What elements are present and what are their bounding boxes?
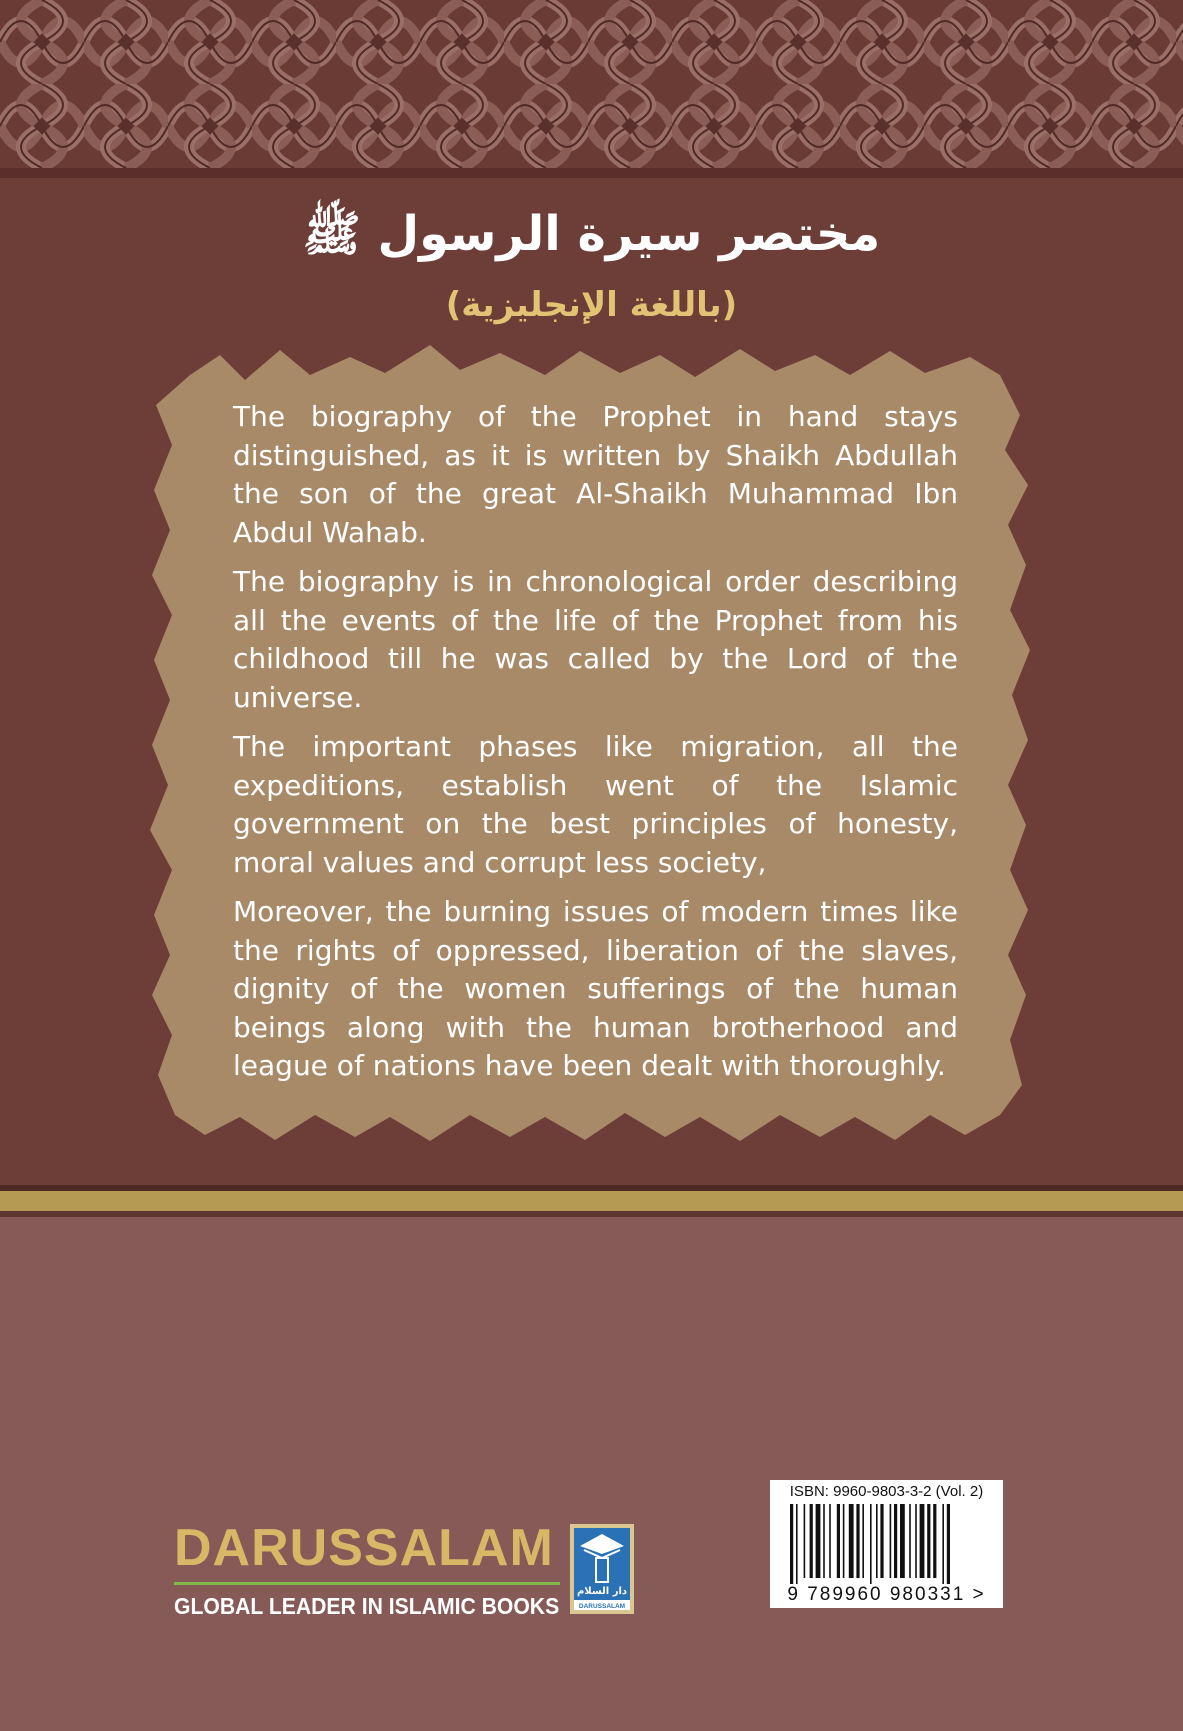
barcode-bar — [942, 1504, 944, 1584]
barcode-bar — [900, 1504, 905, 1578]
barcode-bar — [856, 1504, 859, 1578]
isbn-label: ISBN: 9960-9803-3-2 (Vol. 2) — [789, 1483, 984, 1500]
gold-stripe — [0, 1191, 1183, 1211]
barcode-bar — [915, 1504, 917, 1578]
barcode-bar — [823, 1504, 825, 1578]
publisher-tagline: GLOBAL LEADER IN ISLAMIC BOOKS — [174, 1593, 560, 1619]
isbn-barcode — [770, 1480, 1003, 1608]
publisher-block — [174, 1518, 593, 1621]
barcode-bar — [920, 1504, 925, 1578]
celtic-knot-border — [0, 0, 1183, 178]
description-text — [233, 398, 958, 1097]
description-paragraph-1: The biography of the Prophet in hand stays distinguished, as it is written by Shaikh Abdullah the son of the great Al-Shaikh Muhammad Ibn Abdul Wahab. — [233, 400, 958, 549]
barcode-bar — [880, 1504, 883, 1578]
barcode-bar — [849, 1504, 854, 1578]
lower-panel — [0, 1217, 1183, 1731]
barcode-bar — [909, 1504, 911, 1578]
barcode-bar — [843, 1504, 845, 1578]
barcode-bar — [890, 1504, 892, 1578]
barcode-bar — [804, 1504, 806, 1578]
barcode-bar — [927, 1504, 930, 1578]
barcode-bar — [816, 1504, 821, 1578]
knot-pattern — [0, 0, 1183, 178]
arabic-title: مختصر سيرة الرسول ﷺ — [302, 206, 881, 262]
barcode-bar — [876, 1504, 878, 1578]
barcode-bar — [790, 1504, 793, 1584]
barcode-bar — [810, 1504, 813, 1578]
publisher-divider — [174, 1582, 560, 1585]
darussalam-logo-icon — [570, 1524, 634, 1614]
barcode-bar — [894, 1504, 897, 1578]
description-paragraph-2: The biography is in chronological order describing all the events of the life of the Prophet from his childhood till he was called by the Lord of the universe. — [233, 565, 958, 714]
barcode-icon — [788, 1504, 988, 1584]
description-paragraph-3: The important phases like migration, all the expeditions, establish went of the Islamic government on the best principles of honesty, moral values and corrupt less society, — [233, 730, 958, 879]
description-paragraph-4: Moreover, the burning issues of modern times like the rights of oppressed, liberation of the slaves, dignity of the women sufferings of the human beings along with the human brotherhood and league of nations have been dealt with thoroughly. — [233, 895, 958, 1082]
barcode-bar — [933, 1504, 936, 1578]
barcode-bar — [829, 1504, 831, 1578]
logo-latin-text: DARUSSALAM — [578, 1603, 626, 1610]
logo-arabic-text: دار السلام — [576, 1586, 628, 1597]
barcode-bar — [796, 1504, 798, 1584]
publisher-name: DARUSSALAM — [174, 1519, 554, 1577]
arabic-subtitle: (باللغة الإنجليزية) — [445, 285, 738, 325]
barcode-digits: 9 789960 980331 > — [787, 1584, 986, 1605]
barcode-bar — [837, 1504, 840, 1578]
border-edge — [0, 168, 1183, 178]
barcode-bar — [862, 1504, 864, 1578]
barcode-bar — [947, 1504, 950, 1584]
barcode-bar — [870, 1504, 872, 1584]
